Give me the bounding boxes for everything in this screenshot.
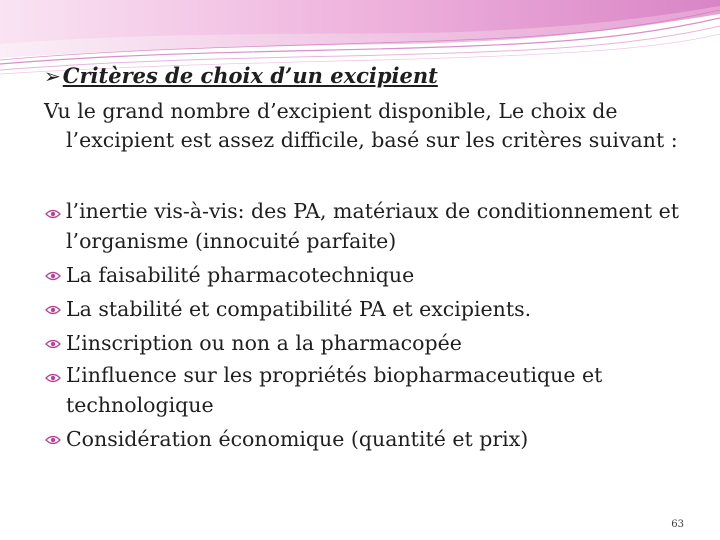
list-item (44, 422, 684, 456)
list-item-text: L’influence sur les propriétés biopharmaceutique et technologique (66, 363, 603, 417)
intro-paragraph (44, 97, 684, 155)
eye-bullet-icon (44, 337, 62, 351)
eye-bullet-icon (44, 433, 62, 447)
list-item-text: La faisabilité pharmacotechnique (66, 263, 415, 287)
page-number: 63 (671, 519, 684, 530)
intro-text: Vu le grand nombre d’excipient disponible, Le choix de l’excipient est assez difficile, basé sur les critères suivant : (44, 99, 678, 152)
list-item-text: Considération économique (quantité et prix) (66, 427, 529, 451)
list-item-text: l’inertie vis-à-vis: des PA, matériaux de conditionnement et l’organisme (innocuité parfaite) (66, 199, 679, 253)
eye-bullet-icon (44, 371, 62, 385)
eye-bullet-icon (44, 269, 62, 283)
eye-bullet-icon (44, 303, 62, 317)
arrow-bullet-icon: ➢ (44, 64, 61, 88)
criteria-list (44, 196, 684, 456)
list-item (44, 258, 684, 292)
list-item (44, 360, 684, 420)
list-item (44, 292, 684, 326)
list-item-text: L’inscription ou non a la pharmacopée (66, 331, 462, 355)
eye-bullet-icon (44, 207, 62, 221)
heading-text: Critères de choix d’un excipient (62, 63, 438, 88)
list-item (44, 196, 684, 256)
slide-heading (44, 62, 438, 90)
list-item (44, 326, 684, 360)
list-item-text: La stabilité et compatibilité PA et excipients. (66, 297, 532, 321)
